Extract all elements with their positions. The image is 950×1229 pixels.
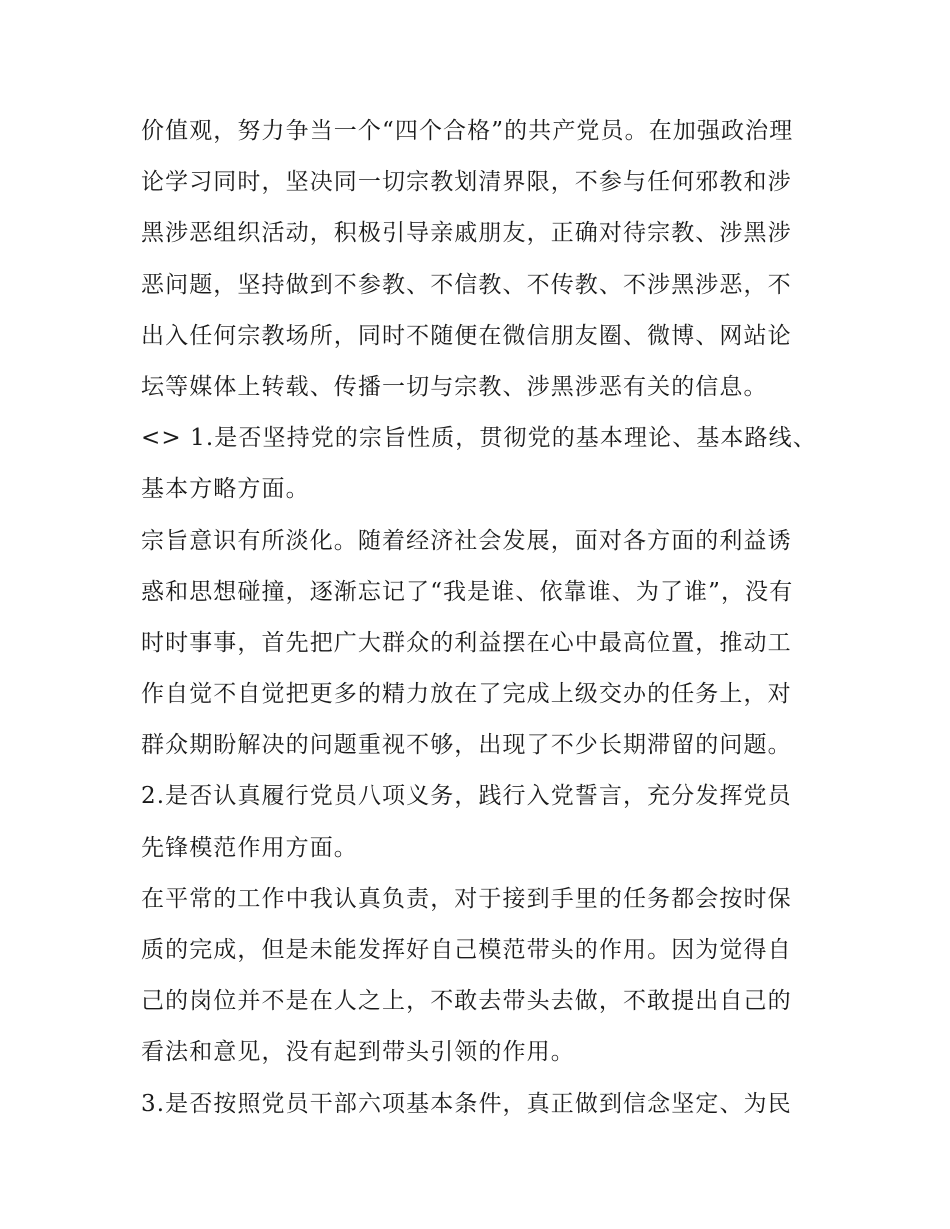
section-heading-3: 3.是否按照党员干部六项基本条件，真正做到信念坚定、为民	[141, 1090, 792, 1117]
section-heading-1: <> 1.是否坚持党的宗旨性质，贯彻党的基本理论、基本路线、	[141, 425, 817, 452]
text-line: 在平常的工作中我认真负责，对于接到手里的任务都会按时保	[141, 885, 792, 912]
text-line: 看法和意见，没有起到带头引领的作用。	[141, 1039, 575, 1066]
text-line: 黑涉恶组织活动，积极引导亲戚朋友，正确对待宗教、涉黑涉	[141, 220, 792, 247]
text-line: 宗旨意识有所淡化。随着经济社会发展，面对各方面的利益诱	[141, 527, 792, 554]
text-line: 价值观，努力争当一个“四个合格”的共产党员。在加强政治理	[141, 118, 794, 144]
text-line: 恶问题，坚持做到不参教、不信教、不传教、不涉黑涉恶，不	[141, 271, 792, 298]
text-line: 质的完成，但是未能发挥好自己模范带头的作用。因为觉得自	[141, 937, 792, 963]
text-line: 群众期盼解决的问题重视不够，出现了不少长期滞留的问题。	[141, 732, 792, 759]
text-line: 己的岗位并不是在人之上，不敢去带头去做，不敢提出自己的	[141, 988, 792, 1015]
section-heading-2-cont: 先锋模范作用方面。	[141, 834, 358, 861]
text-line: 论学习同时，坚决同一切宗教划清界限，不参与任何邪教和涉	[141, 169, 792, 196]
text-line: 作自觉不自觉把更多的精力放在了完成上级交办的任务上，对	[141, 681, 792, 708]
text-line: 惑和思想碰撞，逐渐忘记了“我是谁、依靠谁、为了谁”，没有	[141, 578, 794, 605]
document-body	[141, 106, 821, 1130]
text-line: 出入任何宗教场所，同时不随便在微信朋友圈、微博、网站论	[141, 322, 792, 349]
section-heading-2: 2.是否认真履行党员八项义务，践行入党誓言，充分发挥党员	[141, 783, 792, 810]
text-line: 时时事事，首先把广大群众的利益摆在心中最高位置，推动工	[141, 629, 792, 656]
text-line: 坛等媒体上转载、传播一切与宗教、涉黑涉恶有关的信息。	[141, 373, 768, 400]
section-heading-1-cont: 基本方略方面。	[141, 476, 310, 503]
